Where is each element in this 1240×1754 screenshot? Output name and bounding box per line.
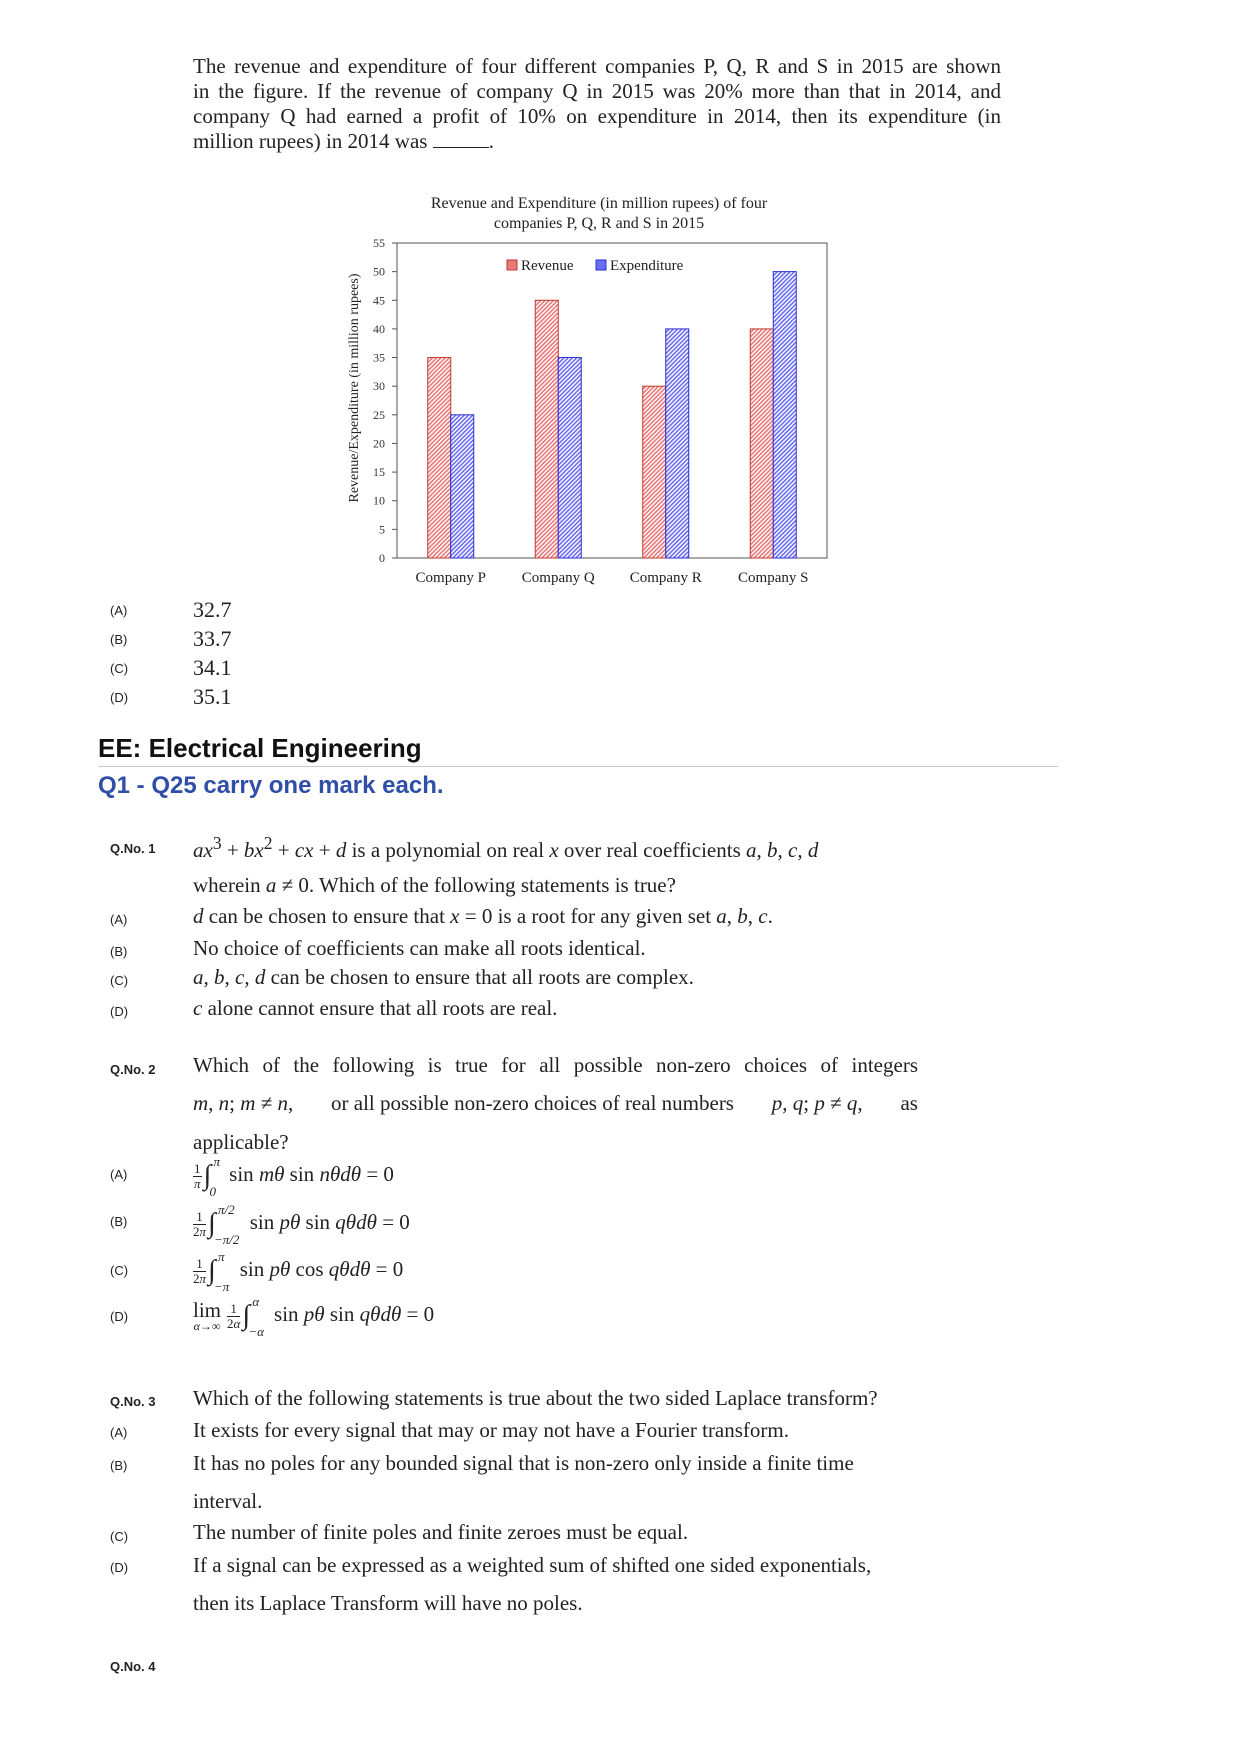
q1-number: Q.No. 1 (110, 841, 156, 856)
q1-line1-rest2: over real coefficients (563, 838, 741, 862)
y-tick-label: 50 (373, 264, 385, 279)
legend-expenditure-label: Expenditure (610, 258, 684, 274)
q1-label-d: (D) (110, 1004, 129, 1019)
option-c[interactable]: 34.1 (193, 655, 232, 680)
option-label-b: (B) (110, 632, 128, 647)
q3-label-a: (A) (110, 1425, 128, 1440)
y-tick-label: 0 (379, 551, 385, 565)
intro-line-2: in the figure. If the revenue of company Q in 2015 was 20% more than that in 2014, and (193, 79, 1001, 103)
section-divider (98, 766, 1058, 767)
option-label-c: (C) (110, 661, 129, 676)
x-category-label: Company P (415, 570, 486, 586)
bar-revenue-company-s (750, 329, 773, 558)
q1-option-b[interactable]: No choice of coefficients can make all roots identical. (193, 936, 646, 960)
q2-option-a[interactable]: $\frac{1}{\pi}$ ∫ π 0 sin mθ sin nθdθ = 0 (193, 1154, 394, 1199)
q2-option-b[interactable]: $\frac{1}{2\pi}$ ∫ π/2 −π/2 sin pθ sin qθdθ = 0 (193, 1202, 410, 1247)
q2-text-line-3: applicable? (193, 1130, 289, 1154)
q1-label-a: (A) (110, 912, 128, 927)
y-tick-label: 55 (373, 236, 385, 250)
legend-expenditure-swatch (596, 260, 606, 270)
y-tick-label: 30 (373, 379, 385, 394)
q1-option-c[interactable]: a, b, c, d can be chosen to ensure that all roots are complex. (193, 965, 694, 989)
option-d[interactable]: 35.1 (193, 684, 232, 709)
q3-option-a[interactable]: It exists for every signal that may or may not have a Fourier transform. (193, 1418, 789, 1442)
q3-option-b-line-1[interactable]: It has no poles for any bounded signal that is non-zero only inside a finite time (193, 1451, 854, 1475)
option-b[interactable]: 33.7 (193, 626, 232, 651)
chart-title-line-2: companies P, Q, R and S in 2015 (493, 215, 705, 232)
q1-option-a[interactable]: d can be chosen to ensure that x = 0 is a root for any given set a, b, c. (193, 904, 773, 928)
chart-title-line-1: Revenue and Expenditure (in million rupees) of four (430, 195, 768, 212)
q1-optC-text: can be chosen to ensure that all roots are complex. (270, 965, 694, 989)
legend-revenue-label: Revenue (521, 258, 574, 274)
y-tick-label: 35 (373, 350, 385, 365)
bar-expenditure-company-q (558, 358, 581, 558)
q2-label-d: (D) (110, 1309, 129, 1324)
q3-option-d-line-1[interactable]: If a signal can be expressed as a weighted sum of shifted one sided exponentials, (193, 1553, 872, 1577)
bar-expenditure-company-r (666, 329, 689, 558)
q3-label-c: (C) (110, 1529, 129, 1544)
bar-revenue-company-q (535, 300, 558, 558)
q2-option-d[interactable]: lim α→∞ $\frac{1}{2\alpha}$ ∫ α −α sin pθ sin qθdθ = 0 (193, 1294, 435, 1339)
q1-line2-b: . Which of the following statements is true? (308, 873, 676, 897)
q1-option-d[interactable]: c alone cannot ensure that all roots are real. (193, 996, 558, 1020)
q1-optA-b: is a root for any given set (497, 904, 712, 928)
q4-number: Q.No. 4 (110, 1659, 156, 1674)
x-category-label: Company S (738, 570, 809, 586)
q3-option-b-line-2[interactable]: interval. (193, 1489, 263, 1513)
x-category-label: Company Q (521, 570, 595, 586)
option-label-d: (D) (110, 690, 129, 705)
q1-text-line-2: wherein a ≠ 0. Which of the following statements is true? (193, 873, 676, 897)
intro-line-4-text: million rupees) in 2014 was (193, 129, 428, 153)
q2-option-c[interactable]: $\frac{1}{2\pi}$ ∫ π −π sin pθ cos qθdθ = 0 (193, 1249, 404, 1294)
q3-option-c[interactable]: The number of finite poles and finite zeroes must be equal. (193, 1520, 689, 1544)
q2-label-c: (C) (110, 1263, 129, 1278)
y-tick-label: 25 (373, 407, 385, 422)
y-tick-label: 5 (379, 522, 385, 537)
bar-expenditure-company-s (773, 272, 796, 558)
q1-line1-rest: is a polynomial on real (351, 838, 545, 862)
intro-end-mark: . (488, 129, 494, 153)
q2-text-line-2: m, n; m ≠ n, or all possible non-zero choices of real numbers p, q; p ≠ q, as (193, 1091, 918, 1115)
q3-label-d: (D) (110, 1560, 129, 1575)
y-tick-label: 20 (373, 436, 385, 451)
bar-revenue-company-r (643, 386, 666, 558)
q3-number: Q.No. 3 (110, 1394, 156, 1409)
revenue-expenditure-chart (0, 0, 1240, 600)
q2-text-line-1: Which of the following is true for all possible non-zero choices of integers (193, 1053, 918, 1077)
y-tick-label: 45 (373, 293, 385, 308)
legend-revenue-swatch (507, 260, 517, 270)
q1-optD-text: alone cannot ensure that all roots are real. (207, 996, 558, 1020)
intro-line-3: company Q had earned a profit of 10% on expenditure in 2014, then its expenditure (in (193, 104, 1001, 128)
section-subtitle: Q1 - Q25 carry one mark each. (98, 772, 444, 799)
y-tick-label: 40 (373, 321, 385, 336)
bar-expenditure-company-p (451, 415, 474, 558)
q1-text-line-1: $ax^3 + bx^2$ + cx + d is a polynomial on real x over real coefficients a, b, c, d (193, 833, 819, 862)
q1-label-c: (C) (110, 973, 129, 988)
q2-number: Q.No. 2 (110, 1062, 156, 1077)
y-tick-label: 10 (373, 493, 385, 508)
q1-line2-a: wherein (193, 873, 261, 897)
q3-question: Which of the following statements is true about the two sided Laplace transform? (193, 1386, 878, 1410)
q2-line2-b: as (900, 1091, 918, 1115)
q1-label-b: (B) (110, 944, 128, 959)
q3-option-d-line-2[interactable]: then its Laplace Transform will have no poles. (193, 1591, 583, 1615)
q2-label-b: (B) (110, 1214, 128, 1229)
q3-label-b: (B) (110, 1458, 128, 1473)
option-a[interactable]: 32.7 (193, 597, 232, 622)
q2-line2-a: or all possible non-zero choices of real numbers (331, 1091, 734, 1115)
y-tick-label: 15 (373, 465, 385, 480)
option-label-a: (A) (110, 603, 128, 618)
chart-legend (507, 258, 684, 274)
q1-optA-a: can be chosen to ensure that (208, 904, 445, 928)
section-title: EE: Electrical Engineering (98, 733, 422, 763)
chart-y-axis-label: Revenue/Expenditure (in million rupees) (347, 273, 362, 503)
x-category-label: Company R (629, 570, 702, 586)
intro-line-1: The revenue and expenditure of four different companies P, Q, R and S in 2015 are shown (193, 54, 1001, 78)
bar-revenue-company-p (428, 358, 451, 558)
q2-label-a: (A) (110, 1167, 128, 1182)
